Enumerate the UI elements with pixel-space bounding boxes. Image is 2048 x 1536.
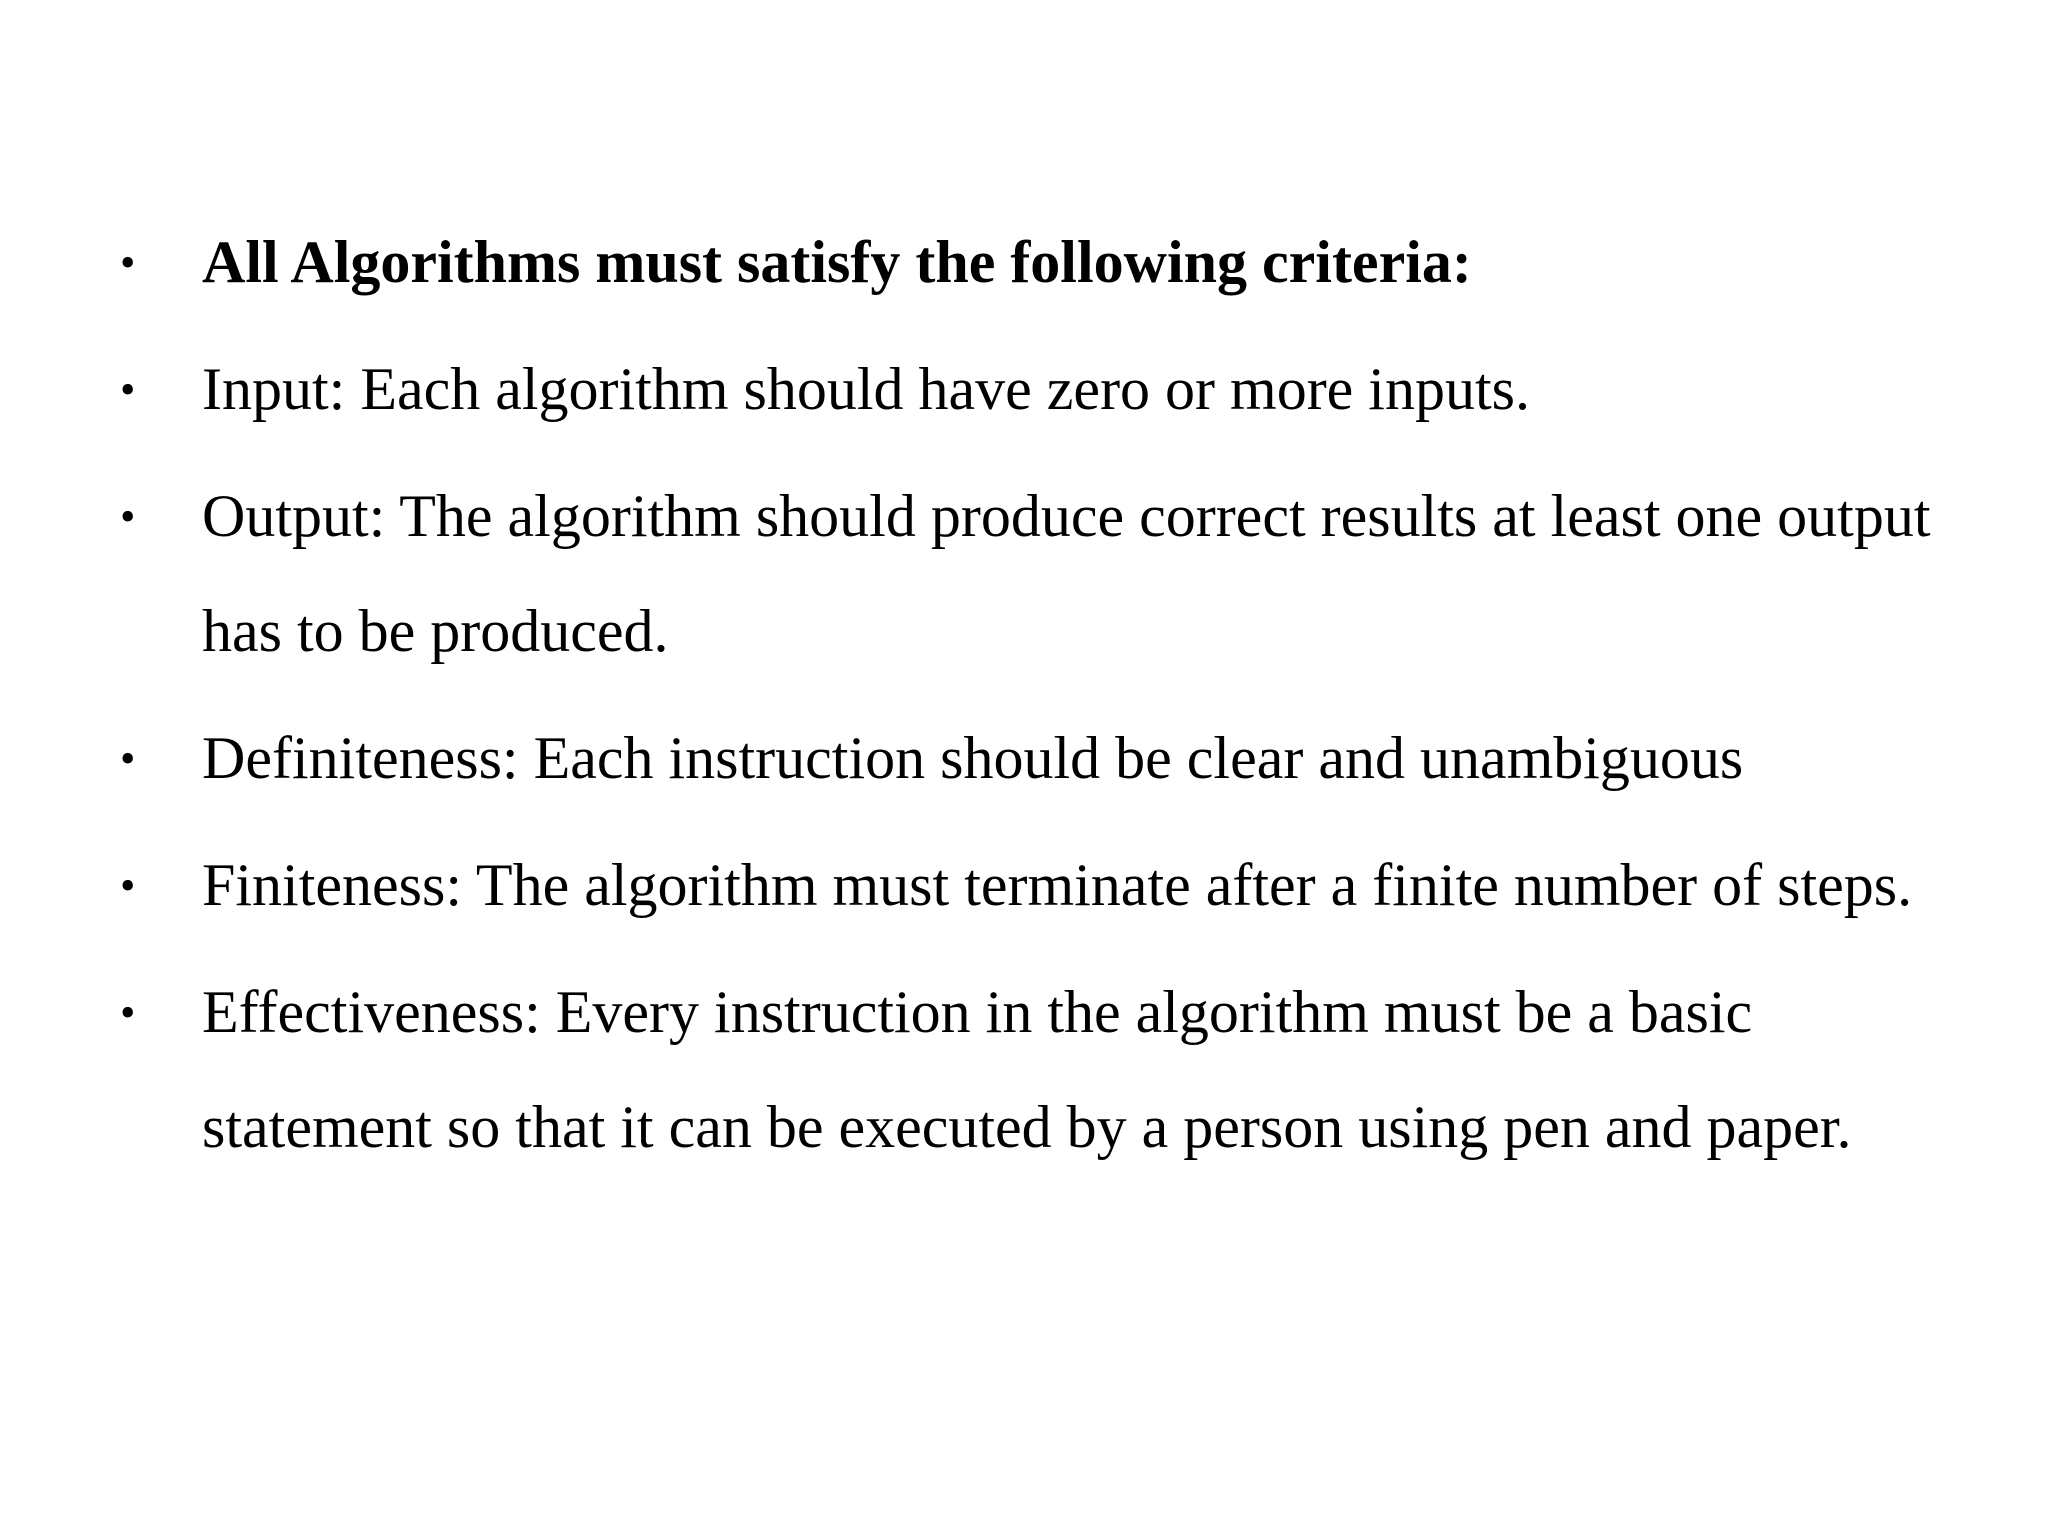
- definiteness-criterion-text: Definiteness: Each instruction should be clear and unambiguous: [202, 725, 1744, 791]
- effectiveness-criterion-text: Effectiveness: Every instruction in the algorithm must be a basic statement so that it can be executed by a person using pen and paper.: [202, 979, 1852, 1160]
- bullet-dot-icon: •: [120, 988, 136, 1037]
- finiteness-criterion-text: Finiteness: The algorithm must terminate after a finite number of steps.: [202, 852, 1913, 918]
- bullet-dot-icon: •: [120, 365, 136, 414]
- bullet-item-input: [120, 332, 1980, 447]
- input-criterion-text: Input: Each algorithm should have zero or more inputs.: [202, 356, 1530, 422]
- bullet-dot-icon: •: [120, 238, 136, 287]
- bullet-dot-icon: •: [120, 861, 136, 910]
- bullet-item-definiteness: [120, 701, 1980, 816]
- bullet-item-effectiveness: [120, 955, 1980, 1185]
- bullet-dot-icon: •: [120, 492, 136, 541]
- criteria-heading: All Algorithms must satisfy the following criteria:: [202, 229, 1472, 295]
- bullet-item-output: [120, 459, 1980, 689]
- bullet-item-finiteness: [120, 828, 1980, 943]
- output-criterion-text: Output: The algorithm should produce correct results at least one output has to be produced.: [202, 483, 1931, 664]
- bullet-item-criteria-heading: [120, 205, 1980, 320]
- criteria-bullet-list: [120, 205, 1980, 1197]
- bullet-dot-icon: •: [120, 734, 136, 783]
